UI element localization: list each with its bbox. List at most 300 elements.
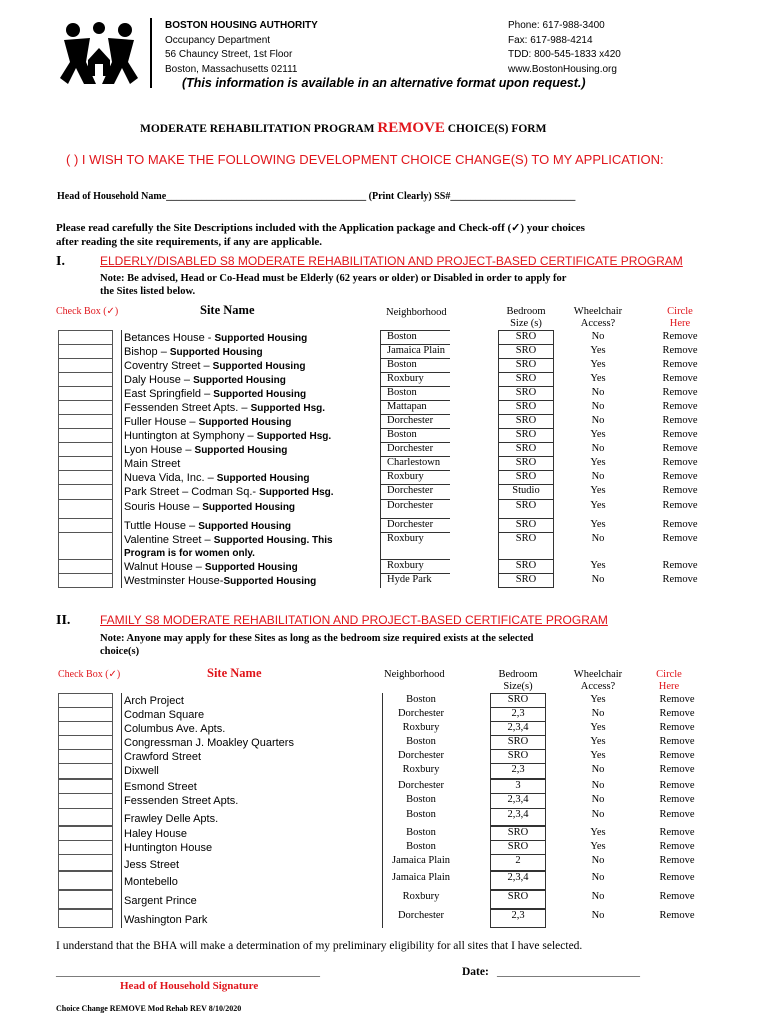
section2-bedroom-2: Size(s) <box>503 681 533 692</box>
site-name-cell <box>121 344 368 359</box>
section2-col-wheelchair <box>566 669 630 693</box>
bedroom-size: SRO <box>515 457 537 468</box>
site-name-text: Lyon House – <box>124 444 195 456</box>
site-name-cell <box>121 793 368 809</box>
date-label: Date: <box>462 966 489 978</box>
site-tag: Supported Housing <box>194 445 288 456</box>
wheelchair-access: No <box>591 764 605 775</box>
site-name <box>124 534 333 560</box>
bedroom-size: SRO <box>515 500 537 511</box>
section1-col-neighborhood: Neighborhood <box>386 307 447 318</box>
section2-heading: FAMILY S8 MODERATE REHABILITATION AND PROJECT-BASED CERTIFICATE PROGRAM <box>100 613 608 627</box>
check-box[interactable] <box>58 414 113 429</box>
neighborhood: Boston <box>387 331 417 342</box>
check-box[interactable] <box>58 470 113 485</box>
site-name <box>124 486 334 499</box>
neighborhood: Dorchester <box>387 519 434 530</box>
check-box[interactable] <box>58 518 113 533</box>
bedroom-size: 3 <box>515 780 521 791</box>
bedroom-size: SRO <box>507 736 529 747</box>
form-title <box>140 120 546 137</box>
wheelchair-access: No <box>591 471 605 482</box>
site-name-cell <box>121 414 368 429</box>
org-contact <box>508 19 621 77</box>
site-name-cell <box>121 890 368 909</box>
remove-option[interactable]: Remove <box>659 694 695 705</box>
site-name-cell <box>121 779 368 794</box>
wheelchair-access: Yes <box>590 560 606 571</box>
remove-option[interactable]: Remove <box>662 387 698 398</box>
check-box[interactable] <box>58 826 113 841</box>
org-dept: Occupancy Department <box>165 34 271 46</box>
site-name-cell <box>121 763 368 779</box>
wheelchair-access: No <box>591 872 605 883</box>
check-box[interactable] <box>58 456 113 471</box>
neighborhood: Jamaica Plain <box>391 855 451 866</box>
check-box[interactable] <box>58 693 113 708</box>
bedroom-size: 2,3 <box>511 708 525 719</box>
org-fax: Fax: 617-988-4214 <box>508 34 593 46</box>
section1-col-circle <box>652 306 708 330</box>
site-name: Columbus Ave. Apts. <box>124 723 226 735</box>
check-box[interactable] <box>58 854 113 871</box>
site-name-cell <box>121 518 368 533</box>
neighborhood: Boston <box>406 809 436 820</box>
site-name-text: Betances House - <box>124 332 215 344</box>
wheelchair-access: No <box>591 533 605 544</box>
section2-circle-2: Here <box>658 681 680 692</box>
section2-col-site: Site Name <box>207 666 262 680</box>
section2-note-1: Note: Anyone may apply for these Sites as long as the bedroom size required exists at the selected <box>100 633 534 644</box>
remove-option[interactable]: Remove <box>662 560 698 571</box>
site-name-cell <box>121 428 368 443</box>
check-box[interactable] <box>58 735 113 750</box>
org-address <box>165 19 318 77</box>
neighborhood: Dorchester <box>397 780 445 791</box>
check-box[interactable] <box>58 358 113 373</box>
alt-format-note: (This information is available in an alternative format upon request.) <box>182 76 586 90</box>
check-box[interactable] <box>58 573 113 588</box>
wheelchair-access: No <box>591 910 605 921</box>
site-name: Frawley Delle Apts. <box>124 813 219 825</box>
bedroom-size: Studio <box>512 485 540 496</box>
check-box[interactable] <box>58 763 113 779</box>
site-name-cell <box>121 559 368 574</box>
remove-option[interactable]: Remove <box>659 809 695 820</box>
wheelchair-access: No <box>591 891 605 902</box>
check-box[interactable] <box>58 499 113 519</box>
section2-numeral: II. <box>56 613 71 628</box>
check-box[interactable] <box>58 532 113 560</box>
section1-bedroom-1: Bedroom <box>506 306 546 317</box>
neighborhood: Boston <box>387 359 417 370</box>
site-name: Sargent Prince <box>124 895 197 907</box>
wheelchair-access: No <box>591 574 605 585</box>
wheelchair-access: No <box>591 401 605 412</box>
bedroom-size: 2,3,4 <box>507 722 529 733</box>
neighborhood: Roxbury <box>387 533 424 544</box>
bedroom-size: SRO <box>515 331 537 342</box>
wheelchair-access: Yes <box>590 750 606 761</box>
remove-option[interactable]: Remove <box>662 373 698 384</box>
site-name-cell <box>121 854 368 871</box>
wheelchair-access: Yes <box>590 429 606 440</box>
neighborhood: Boston <box>387 429 417 440</box>
section1-heading: ELDERLY/DISABLED S8 MODERATE REHABILITATION AND PROJECT-BASED CERTIFICATE PROGRAM <box>100 254 683 268</box>
check-box[interactable] <box>58 386 113 401</box>
remove-option[interactable]: Remove <box>662 443 698 454</box>
neighborhood: Boston <box>406 694 436 705</box>
wheelchair-access: No <box>591 415 605 426</box>
remove-option[interactable]: Remove <box>662 457 698 468</box>
site-tag: Supported Housing <box>213 389 307 400</box>
signature-line[interactable]: ________________________________________________ <box>56 966 320 978</box>
form-id: Choice Change REMOVE Mod Rehab REV 8/10/2020 <box>56 1004 242 1013</box>
check-box[interactable] <box>58 559 113 574</box>
neighborhood: Boston <box>406 794 436 805</box>
check-box[interactable] <box>58 909 113 928</box>
site-tag: Supported Hsg. <box>259 487 334 498</box>
neighborhood: Dorchester <box>397 750 445 761</box>
neighborhood: Dorchester <box>387 443 434 454</box>
remove-option[interactable]: Remove <box>662 331 698 342</box>
site-name: Fessenden Street Apts. <box>124 795 239 807</box>
remove-option[interactable]: Remove <box>659 736 695 747</box>
site-name-text: Bishop – <box>124 346 170 358</box>
site-name: Montebello <box>124 876 178 888</box>
neighborhood: Jamaica Plain <box>387 345 446 356</box>
check-box[interactable] <box>58 793 113 809</box>
site-name-cell <box>121 808 368 826</box>
wheelchair-access: No <box>591 708 605 719</box>
check-box[interactable] <box>58 344 113 359</box>
section1-note-2: the Sites listed below. <box>100 286 196 297</box>
remove-option[interactable]: Remove <box>662 429 698 440</box>
wheelchair-access: Yes <box>590 841 606 852</box>
bedroom-size: SRO <box>507 841 529 852</box>
section2-bedroom-1: Bedroom <box>498 669 538 680</box>
site-name-text: East Springfield – <box>124 388 214 400</box>
check-box[interactable] <box>58 808 113 826</box>
section1-wheel-1: Wheelchair <box>573 306 623 317</box>
remove-option[interactable]: Remove <box>659 722 695 733</box>
neighborhood: Roxbury <box>387 560 424 571</box>
site-name: Huntington House <box>124 842 213 854</box>
site-name-cell <box>121 693 368 708</box>
site-name-cell <box>121 909 368 928</box>
bedroom-size: SRO <box>515 429 537 440</box>
site-tag: Supported Housing <box>214 333 308 344</box>
wheelchair-access: Yes <box>590 359 606 370</box>
site-name-cell <box>121 871 368 890</box>
check-box[interactable] <box>58 749 113 764</box>
site-name: Haley House <box>124 828 187 840</box>
section2-col-neighborhood: Neighborhood <box>384 669 445 680</box>
wheelchair-access: Yes <box>590 500 606 511</box>
site-name-cell <box>121 470 368 485</box>
title-post: CHOICE(S) FORM <box>447 123 547 135</box>
remove-option[interactable]: Remove <box>662 401 698 412</box>
wheelchair-access: No <box>591 443 605 454</box>
remove-option[interactable]: Remove <box>659 872 695 883</box>
section1-circle-1: Circle <box>667 306 693 317</box>
instructions-line-1: Please read carefully the Site Descriptions included with the Application package and Check-off (✓) your choices <box>56 222 585 234</box>
site-name-cell <box>121 499 368 519</box>
site-name: Crawford Street <box>124 751 202 763</box>
check-box[interactable] <box>58 442 113 457</box>
neighborhood: Roxbury <box>387 373 424 384</box>
site-name-cell <box>121 826 368 841</box>
remove-option[interactable]: Remove <box>659 750 695 761</box>
section1-numeral: I. <box>56 254 65 269</box>
instructions <box>56 221 585 249</box>
section2-note <box>100 632 533 658</box>
org-name: BOSTON HOUSING AUTHORITY <box>165 20 318 31</box>
neighborhood: Dorchester <box>387 415 434 426</box>
site-name-cell <box>121 386 368 401</box>
bedroom-size: SRO <box>515 519 537 530</box>
remove-option[interactable]: Remove <box>659 855 695 866</box>
understand-statement: I understand that the BHA will make a determination of my preliminary eligibility for all sites that I have selected. <box>56 940 583 952</box>
remove-option[interactable]: Remove <box>659 708 695 719</box>
site-name: Washington Park <box>124 914 208 926</box>
wheelchair-access: Yes <box>590 736 606 747</box>
section2-note-2: choice(s) <box>100 646 140 657</box>
check-box[interactable] <box>58 890 113 909</box>
bedroom-size: SRO <box>515 471 537 482</box>
site-name-text: Valentine Street – <box>124 534 214 546</box>
site-name <box>124 458 180 470</box>
remove-option[interactable]: Remove <box>659 841 695 852</box>
wheelchair-access: Yes <box>590 457 606 468</box>
remove-option[interactable]: Remove <box>659 891 695 902</box>
site-name-cell <box>121 721 368 736</box>
site-name-cell <box>121 372 368 387</box>
neighborhood: Charlestown <box>387 457 441 468</box>
bedroom-size: SRO <box>515 560 537 571</box>
bedroom-size: SRO <box>507 750 529 761</box>
site-tag: Supported Housing <box>223 576 317 587</box>
title-remove: REMOVE <box>377 120 445 136</box>
neighborhood: Mattapan <box>387 401 427 412</box>
check-box[interactable] <box>58 330 113 345</box>
neighborhood: Boston <box>387 387 417 398</box>
site-name-cell <box>121 358 368 373</box>
site-tag-2: Program is for women only. <box>124 548 255 559</box>
neighborhood: Jamaica Plain <box>391 872 451 883</box>
site-name-text: Tuttle House – <box>124 520 199 532</box>
bedroom-size: SRO <box>515 574 537 585</box>
site-name-cell <box>121 330 368 345</box>
check-box[interactable] <box>58 484 113 500</box>
neighborhood: Boston <box>406 736 436 747</box>
check-box[interactable] <box>58 707 113 722</box>
site-name-cell <box>121 442 368 457</box>
wheelchair-access: No <box>591 331 605 342</box>
org-street: 56 Chauncy Street, 1st Floor <box>165 49 293 60</box>
bedroom-size: SRO <box>515 533 537 544</box>
site-tag: Supported Housing <box>193 375 286 386</box>
bedroom-size: SRO <box>507 891 529 902</box>
remove-option[interactable]: Remove <box>662 574 698 585</box>
site-name-text: Fuller House – <box>124 416 199 428</box>
bedroom-size: SRO <box>515 359 537 370</box>
site-name <box>124 575 316 588</box>
bha-logo <box>60 18 138 86</box>
site-name: Arch Project <box>124 695 184 707</box>
org-web: www.BostonHousing.org <box>508 63 617 75</box>
site-name-text: Fessenden Street Apts. – <box>124 402 251 414</box>
remove-option[interactable]: Remove <box>662 471 698 482</box>
section1-col-check: Check Box (✓) <box>56 306 119 317</box>
remove-option[interactable]: Remove <box>662 519 698 530</box>
site-name-text: Huntington at Symphony – <box>124 430 257 442</box>
section1-circle-2: Here <box>669 318 691 329</box>
site-tag: Supported Housing <box>204 562 298 573</box>
section1-col-site: Site Name <box>200 303 255 317</box>
section2-circle-1: Circle <box>656 669 682 680</box>
site-tag: Supported Housing <box>198 521 291 532</box>
site-tag: Supported Housing <box>202 502 296 513</box>
check-box[interactable] <box>58 871 113 890</box>
wheelchair-access: Yes <box>590 345 606 356</box>
wheelchair-access: No <box>591 855 605 866</box>
date-line[interactable]: __________________________ <box>497 966 640 978</box>
site-name-text: Walnut House – <box>124 561 205 573</box>
remove-option[interactable]: Remove <box>659 827 695 838</box>
neighborhood: Roxbury <box>402 722 440 733</box>
wheelchair-access: No <box>591 780 605 791</box>
site-name-cell <box>121 456 368 471</box>
site-name-cell <box>121 573 368 588</box>
check-box[interactable] <box>58 721 113 736</box>
site-name-cell <box>121 484 368 500</box>
site-name-cell <box>121 735 368 750</box>
wheelchair-access: Yes <box>590 722 606 733</box>
neighborhood: Roxbury <box>402 764 440 775</box>
section2-col-check: Check Box (✓) <box>58 669 121 680</box>
bedroom-size: SRO <box>515 401 537 412</box>
wheelchair-access: No <box>591 387 605 398</box>
org-tdd: TDD: 800-545-1833 x420 <box>508 49 621 60</box>
site-name-text: Daly House – <box>124 374 194 386</box>
site-name-cell <box>121 749 368 764</box>
section1-bedroom-2: Size (s) <box>510 318 542 329</box>
site-name-text: Westminster House- <box>124 575 224 587</box>
check-box[interactable] <box>58 400 113 415</box>
site-name-cell <box>121 400 368 415</box>
wheelchair-access: Yes <box>590 519 606 530</box>
remove-option[interactable]: Remove <box>662 359 698 370</box>
bedroom-size: SRO <box>507 827 529 838</box>
neighborhood: Roxbury <box>402 891 440 902</box>
hoh-line[interactable]: Head of Household Name________________________________________ (Print Clearly) SS#_________________________ <box>57 191 576 202</box>
site-name-text: Coventry Street – <box>124 360 213 372</box>
site-name <box>124 501 295 514</box>
site-tag: Supported Hsg. <box>256 431 332 442</box>
instructions-line-2: after reading the site requirements, if any are applicable. <box>56 236 323 248</box>
bedroom-size: SRO <box>507 694 529 705</box>
site-name-text: Nueva Vida, Inc. – <box>124 472 217 484</box>
site-name-cell <box>121 707 368 722</box>
section1-col-bedroom <box>498 306 554 330</box>
bedroom-size: 2,3,4 <box>507 872 529 883</box>
wish-line: ( ) I WISH TO MAKE THE FOLLOWING DEVELOPMENT CHOICE CHANGE(S) TO MY APPLICATION: <box>66 152 664 167</box>
neighborhood: Boston <box>406 827 436 838</box>
bedroom-size: 2,3,4 <box>507 809 529 820</box>
org-phone: Phone: 617-988-3400 <box>508 20 605 31</box>
bedroom-size: SRO <box>515 387 537 398</box>
neighborhood: Dorchester <box>397 708 445 719</box>
bedroom-size: SRO <box>515 345 537 356</box>
section1-note <box>100 272 566 298</box>
site-name: Dixwell <box>124 765 159 777</box>
remove-option[interactable]: Remove <box>662 485 698 496</box>
site-name-text: Main Street <box>124 458 181 470</box>
site-name: Jess Street <box>124 859 180 871</box>
section2-wheel-2: Access? <box>580 681 616 692</box>
site-tag: Supported Housing <box>169 347 263 358</box>
title-pre: MODERATE REHABILITATION PROGRAM <box>140 123 375 135</box>
remove-option[interactable]: Remove <box>659 764 695 775</box>
remove-option[interactable]: Remove <box>662 533 698 544</box>
check-box[interactable] <box>58 428 113 443</box>
wheelchair-access: Yes <box>590 373 606 384</box>
site-name-cell <box>121 532 368 560</box>
wheelchair-access: No <box>591 794 605 805</box>
bedroom-size: 2 <box>515 855 521 866</box>
remove-option[interactable]: Remove <box>662 415 698 426</box>
site-name: Codman Square <box>124 709 205 721</box>
remove-option[interactable]: Remove <box>659 780 695 791</box>
site-tag: Supported Housing. This <box>213 535 333 546</box>
site-tag: Supported Hsg. <box>250 403 326 414</box>
neighborhood: Dorchester <box>397 910 445 921</box>
bedroom-size: 2,3 <box>511 910 525 921</box>
site-name-text: Park Street – Codman Sq.- <box>124 486 260 498</box>
site-name: Esmond Street <box>124 781 197 793</box>
site-tag: Supported Housing <box>198 417 292 428</box>
neighborhood: Hyde Park <box>387 574 432 585</box>
section2-col-bedroom <box>490 669 546 693</box>
wheelchair-access: No <box>591 809 605 820</box>
remove-option[interactable]: Remove <box>662 500 698 511</box>
bedroom-size: 2,3 <box>511 764 525 775</box>
signature-label: Head of Household Signature <box>120 980 259 992</box>
section1-wheel-2: Access? <box>580 318 616 329</box>
site-name-cell <box>121 840 368 855</box>
check-box[interactable] <box>58 372 113 387</box>
site-tag: Supported Housing <box>216 473 310 484</box>
site-tag: Supported Housing <box>212 361 306 372</box>
wheelchair-access: Yes <box>590 485 606 496</box>
remove-option[interactable]: Remove <box>659 910 695 921</box>
org-city: Boston, Massachusetts 02111 <box>165 63 298 75</box>
wheelchair-access: Yes <box>590 694 606 705</box>
remove-option[interactable]: Remove <box>659 794 695 805</box>
site-name: Congressman J. Moakley Quarters <box>124 737 294 749</box>
check-box[interactable] <box>58 779 113 794</box>
bedroom-size: SRO <box>515 373 537 384</box>
neighborhood: Dorchester <box>387 485 434 496</box>
section2-wheel-1: Wheelchair <box>573 669 623 680</box>
bedroom-size: SRO <box>515 415 537 426</box>
section1-note-1: Note: Be advised, Head or Co-Head must be Elderly (62 years or older) or Disabled in order to apply for <box>100 273 567 284</box>
check-box[interactable] <box>58 840 113 855</box>
remove-option[interactable]: Remove <box>662 345 698 356</box>
header-divider <box>150 18 152 88</box>
site-name-text: Souris House – <box>124 501 203 513</box>
